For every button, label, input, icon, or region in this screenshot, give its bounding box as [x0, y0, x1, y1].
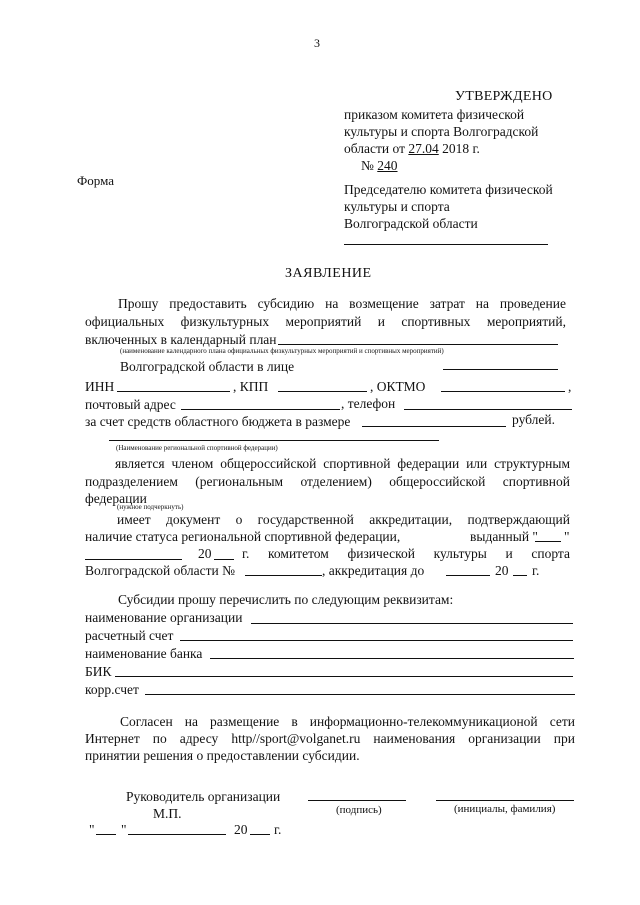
oktmo-field[interactable] [441, 391, 565, 392]
account-label: расчетный счет [85, 628, 174, 643]
amount-label: за счет средств областного бюджета в размере [85, 414, 351, 429]
accreditation-line-2c: " [564, 529, 570, 544]
approval-number-line [361, 158, 398, 175]
org-name-field[interactable] [251, 623, 573, 624]
plan-hint: (наименование календарного плана официальных физкультурных мероприятий и спортивных мероприятий) [120, 347, 444, 355]
approval-heading: УТВЕРЖДЕНО [455, 89, 553, 104]
postal-label: почтовый адрес [85, 397, 176, 412]
sign-month-field[interactable] [128, 834, 226, 835]
signature-head: Руководитель организации [126, 789, 281, 804]
federation-name-line[interactable] [109, 440, 439, 441]
accreditation-number-field[interactable] [245, 575, 322, 576]
accreditation-line-2a: наличие статуса региональной спортивной федерации, [85, 529, 401, 544]
accreditation-year-suffix: г. [532, 563, 540, 578]
oktmo-comma: , [568, 379, 572, 394]
federation-hint: (Наименование региональной спортивной федерации) [116, 444, 278, 452]
addressee-line-3: Волгоградской области [344, 216, 478, 231]
accreditation-until-field[interactable] [446, 575, 490, 576]
accreditation-year-field[interactable] [513, 575, 527, 576]
approval-line-3 [344, 141, 480, 158]
bank-intro: Субсидии прошу перечислить по следующим реквизитам: [118, 592, 454, 607]
amount-field[interactable] [362, 426, 506, 427]
approval-line-2: культуры и спорта Волгоградской [344, 124, 539, 139]
consent-line-2: Интернет по адресу http//sport@volganet.ru наименования организации при [85, 731, 575, 746]
consent-line-1: Согласен на размещение в информационно-телекоммуникационой сети [120, 714, 575, 729]
approval-line-1: приказом комитета физической [344, 107, 525, 122]
name-field[interactable] [436, 800, 574, 801]
phone-field[interactable] [404, 409, 572, 410]
approval-date-suffix: 2018 г. [438, 141, 480, 156]
account-field[interactable] [180, 640, 573, 641]
oktmo-label: , ОКТМО [370, 379, 426, 394]
name-hint: (инициалы, фамилия) [454, 803, 556, 815]
form-label: Форма [77, 173, 114, 188]
accreditation-line-3b: г. комитетом физической культуры и спорта [242, 546, 570, 561]
accreditation-line-2b: выданный " [470, 529, 538, 544]
inn-label: ИНН [85, 379, 115, 394]
addressee-line-2: культуры и спорта [344, 199, 450, 214]
corr-field[interactable] [145, 694, 575, 695]
bank-name-field[interactable] [210, 658, 574, 659]
signature-field[interactable] [308, 800, 406, 801]
sign-day-field[interactable] [96, 834, 116, 835]
underline-hint: (нужное подчеркнуть) [117, 503, 184, 511]
federation-line-2: подразделением (региональным отделением) общероссийской спортивной [85, 474, 570, 489]
date-quote-open: " [89, 822, 95, 837]
stamp-label: М.П. [153, 806, 182, 821]
postal-field[interactable] [181, 409, 340, 410]
approval-number: 240 [377, 158, 398, 173]
bik-label: БИК [85, 664, 112, 679]
inn-field[interactable] [117, 391, 230, 392]
sign-year-prefix: 20 [234, 822, 248, 837]
issue-day-field[interactable] [535, 541, 561, 542]
approval-date: 27.04 [408, 141, 439, 156]
sign-year-suffix: г. [274, 822, 282, 837]
org-name-label: наименование организации [85, 610, 243, 625]
issue-year-field[interactable] [214, 559, 234, 560]
issue-year-prefix: 20 [198, 546, 212, 561]
representative-line[interactable] [443, 369, 558, 370]
approval-date-prefix: области от [344, 141, 409, 156]
approval-number-prefix: № [361, 158, 378, 173]
phone-label: , телефон [341, 396, 396, 411]
accreditation-line-4a: Волгоградской области № [85, 563, 236, 578]
date-quote-close: " [121, 822, 127, 837]
kpp-field[interactable] [278, 391, 367, 392]
signature-hint: (подпись) [336, 804, 382, 816]
accreditation-year-prefix: 20 [495, 563, 509, 578]
kpp-label: , КПП [233, 379, 269, 394]
accreditation-line-4b: , аккредитация до [322, 563, 425, 578]
region-line: Волгоградской области в лице [120, 359, 295, 374]
addressee-name-line[interactable] [344, 244, 548, 245]
bik-field[interactable] [115, 676, 573, 677]
bank-name-label: наименование банка [85, 646, 203, 661]
plan-name-line[interactable] [278, 344, 558, 345]
sign-year-field[interactable] [250, 834, 270, 835]
request-line-1: Прошу предоставить субсидию на возмещение затрат на проведение [118, 296, 566, 311]
page-number: 3 [314, 36, 320, 50]
request-line-2: официальных физкультурных мероприятий и спортивных мероприятий, [85, 314, 566, 329]
document-title: ЗАЯВЛЕНИЕ [285, 266, 372, 281]
federation-line-3: федерации [85, 491, 147, 506]
request-line-3: включенных в календарный план [85, 332, 277, 347]
currency-label: рублей. [512, 412, 556, 427]
federation-line-1: является членом общероссийской спортивной федерации или структурным [115, 456, 570, 471]
accreditation-line-1: имеет документ о государственной аккредитации, подтверждающий [117, 512, 570, 527]
addressee-line-1: Председателю комитета физической [344, 182, 553, 197]
consent-line-3: принятии решения о предоставлении субсидии. [85, 748, 360, 763]
corr-label: корр.счет [85, 682, 139, 697]
issue-month-field[interactable] [85, 559, 182, 560]
